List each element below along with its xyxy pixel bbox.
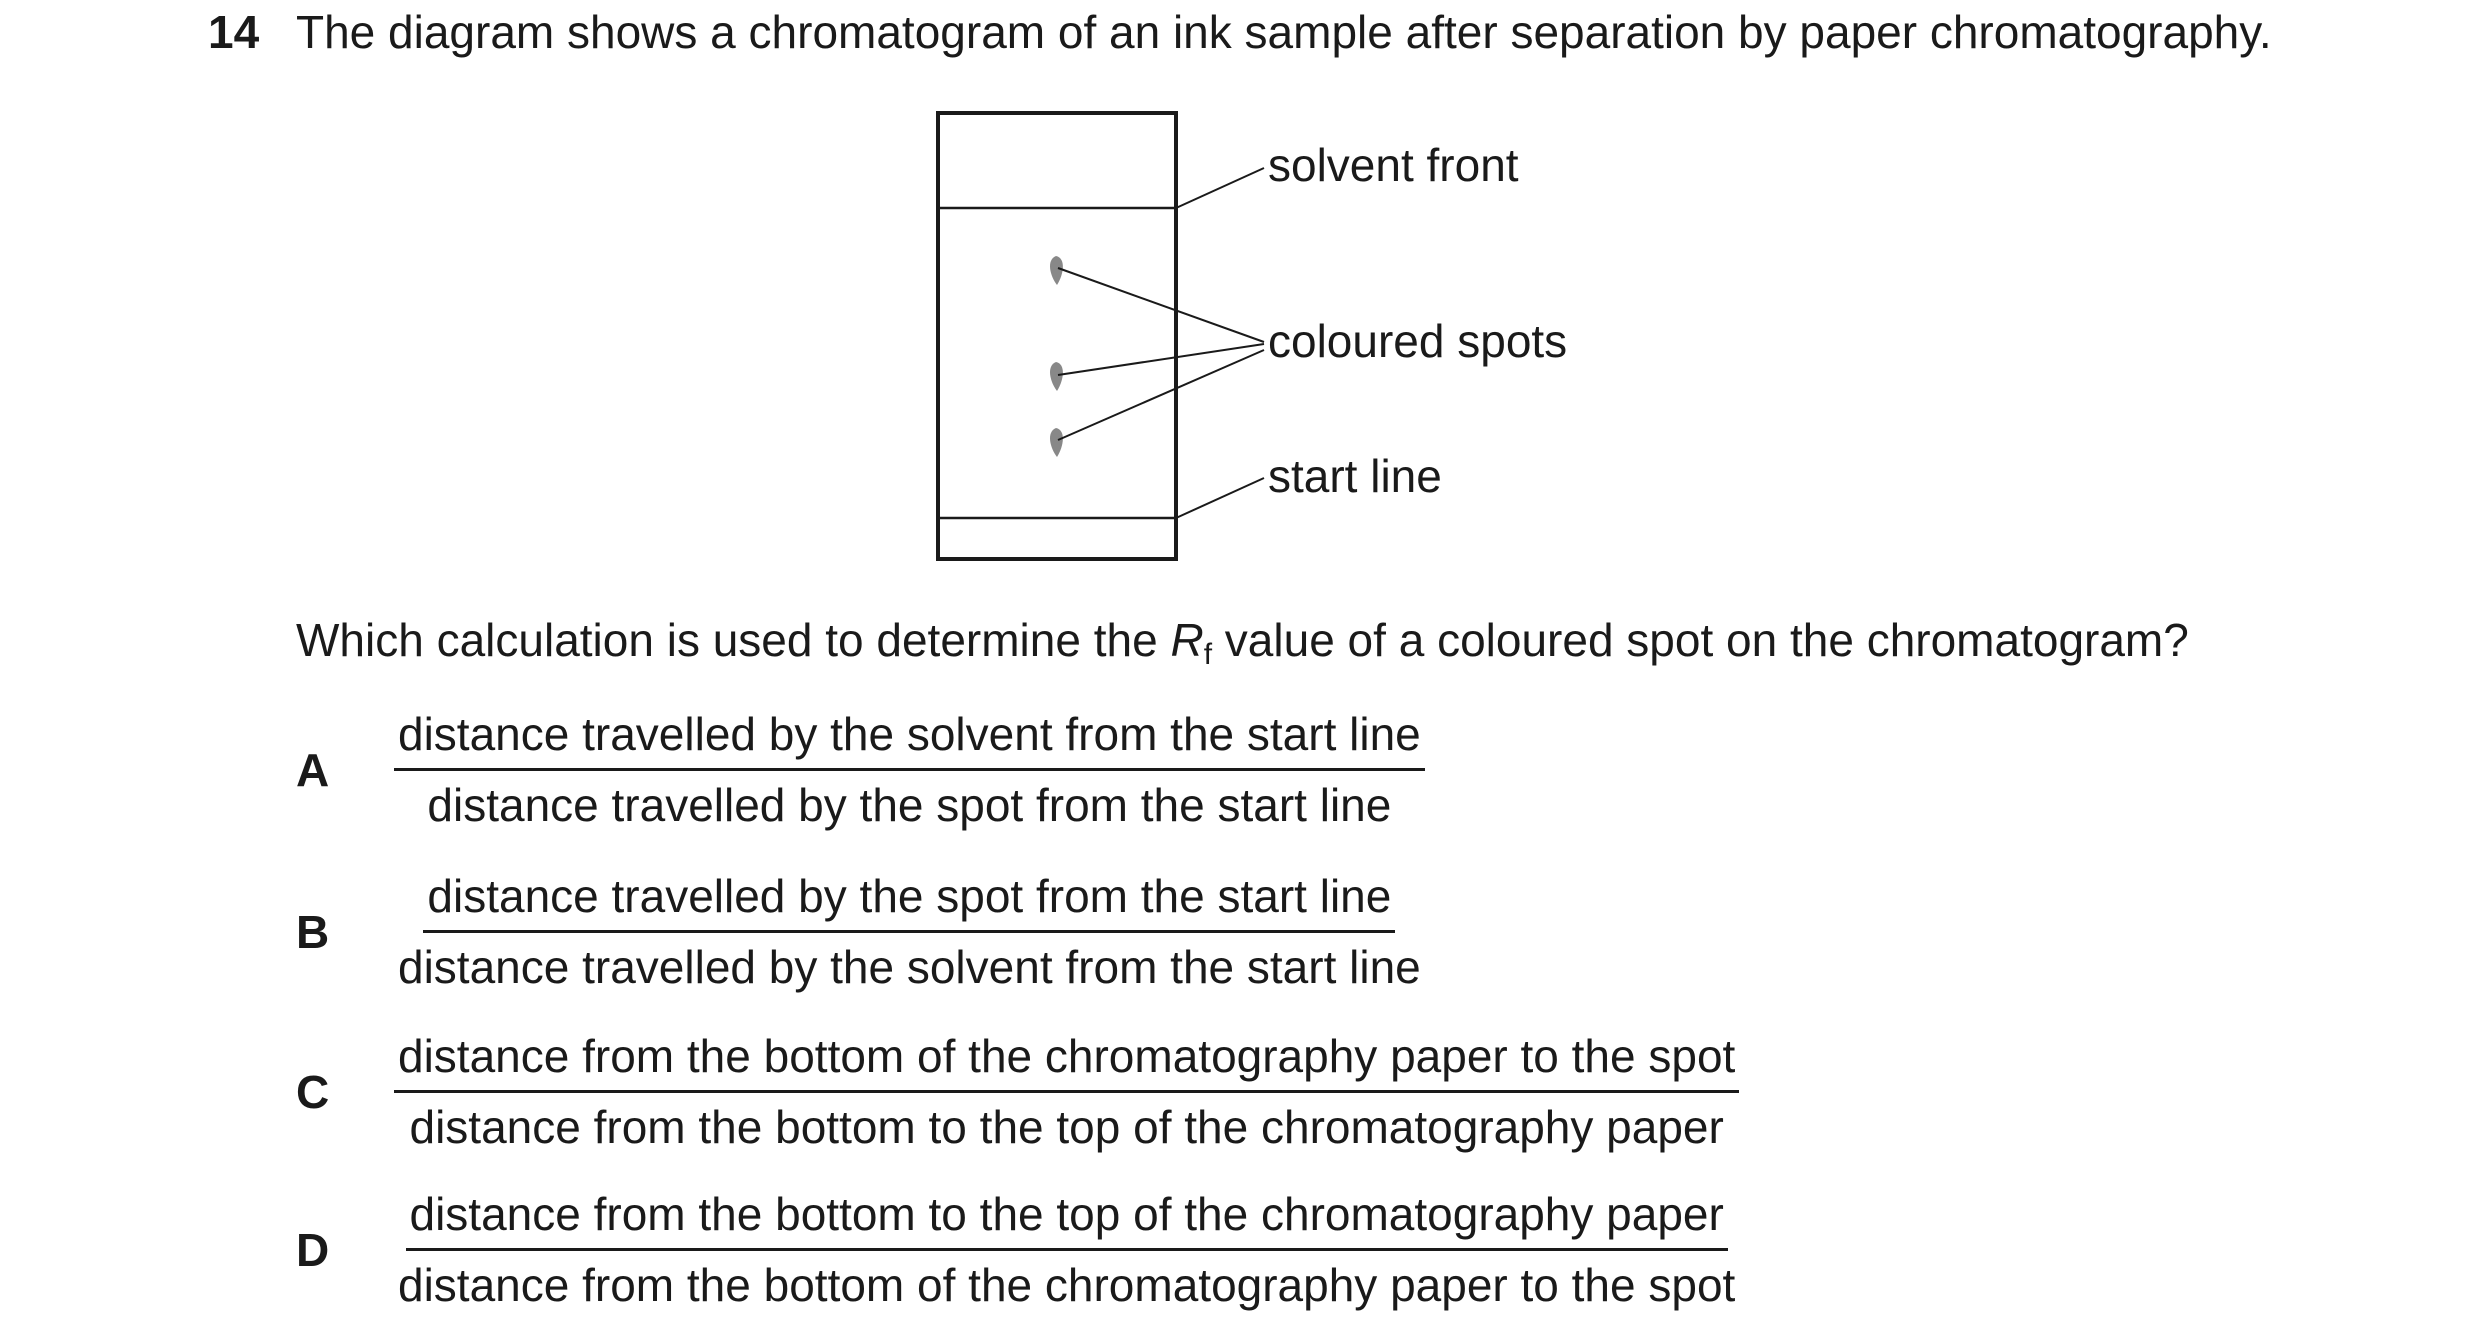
fraction-numerator: distance from the bottom to the top of the chromatography paper <box>406 1186 1728 1251</box>
fraction-numerator: distance travelled by the solvent from the start line <box>394 706 1425 771</box>
option-letter: A <box>296 744 330 796</box>
question-intro: The diagram shows a chromatogram of an ink sample after separation by paper chromatography. <box>296 6 2272 58</box>
fraction <box>394 868 1425 995</box>
coloured-spot <box>1050 362 1063 391</box>
solvent-front-label: solvent front <box>1268 139 1519 191</box>
chromatography-paper <box>938 113 1176 559</box>
rf-symbol: $R_f$ <box>1170 614 1213 671</box>
rf-subscript: f <box>1203 638 1213 671</box>
leader-line <box>1176 478 1264 518</box>
coloured-spot <box>1050 256 1063 285</box>
fraction-denominator: distance from the bottom to the top of the chromatography paper <box>409 1101 1724 1153</box>
question-prompt <box>296 612 2189 683</box>
leader-line <box>1058 268 1264 342</box>
option-letter: D <box>296 1224 330 1276</box>
fraction-numerator: distance travelled by the spot from the start line <box>423 868 1395 933</box>
fraction-numerator: distance from the bottom of the chromatography paper to the spot <box>394 1028 1739 1093</box>
leader-line <box>1176 168 1264 208</box>
chromatogram-diagram <box>0 0 2480 600</box>
fraction-denominator: distance from the bottom of the chromatography paper to the spot <box>398 1259 1736 1311</box>
leader-line <box>1058 344 1264 375</box>
option-letter: B <box>296 906 330 958</box>
fraction-denominator: distance travelled by the spot from the start line <box>427 779 1392 831</box>
coloured-spots-label: coloured spots <box>1268 315 1568 367</box>
coloured-spot <box>1050 428 1063 457</box>
prompt-before: Which calculation is used to determine the <box>296 614 1171 666</box>
fraction <box>394 1028 1739 1155</box>
start-line-label: start line <box>1268 450 1442 502</box>
leader-line <box>1058 350 1264 440</box>
question-number: 14 <box>208 6 260 58</box>
option-letter: C <box>296 1066 330 1118</box>
fraction <box>394 706 1425 833</box>
prompt-after: value of a coloured spot on the chromatogram? <box>1212 614 2189 666</box>
fraction-denominator: distance travelled by the solvent from the start line <box>398 941 1421 993</box>
fraction <box>394 1186 1739 1313</box>
